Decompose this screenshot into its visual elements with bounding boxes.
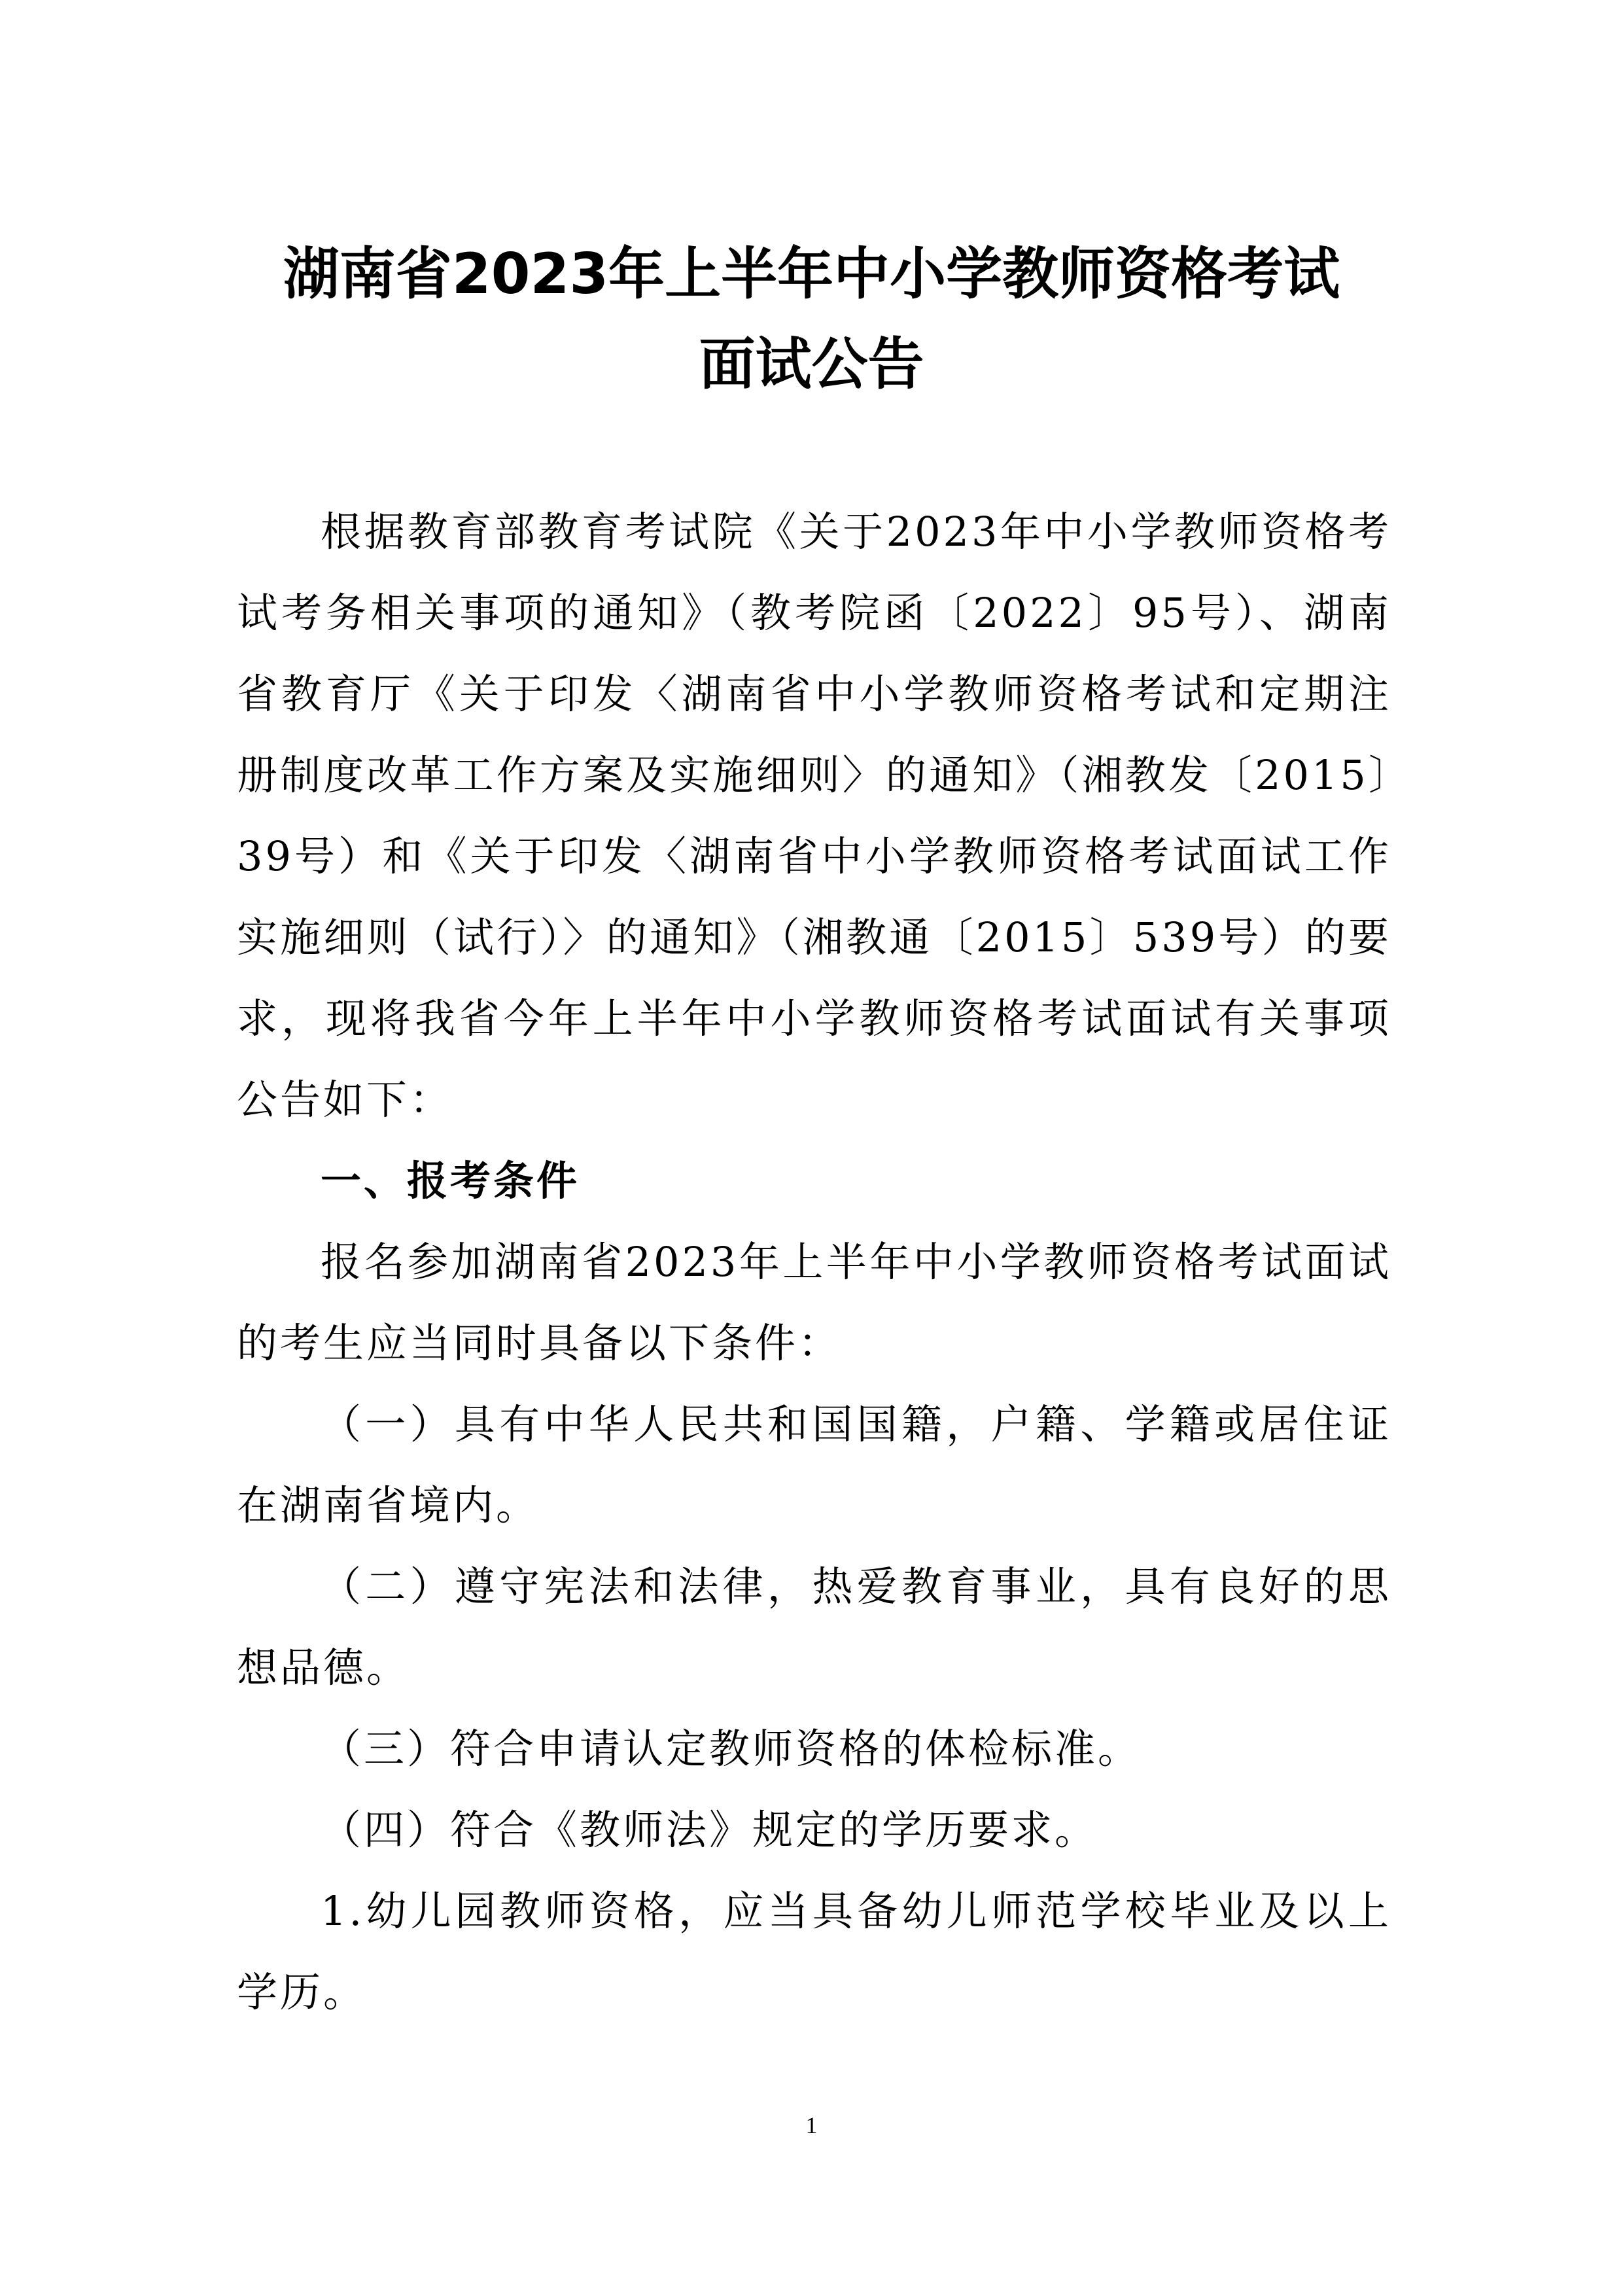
condition-education: （四）符合《教师法》规定的学历要求。 [321, 1806, 1098, 1854]
page-number: 1 [805, 2112, 818, 2138]
document-title [216, 229, 1407, 410]
condition-nationality: （一）具有中华人民共和国国籍，户籍、学籍或居住证在湖南省境内。 [237, 1400, 1391, 1529]
condition-health: （三）符合申请认定教师资格的体检标准。 [321, 1725, 1142, 1773]
intro-paragraph: 根据教育部教育考试院《关于2023年中小学教师资格考试考务相关事项的通知》（教考院函〔2022〕95号）、湖南省教育厅《关于印发〈湖南省中小学教师资格考试和定期注册制度改革工作方案及实施细则〉的通知》（湘教发〔2015〕39号）和《关于印发〈湖南省中小学教师资格考试面试工作实施细则（试行）〉的通知》（湘教通〔2015〕539号）的要求，现将我省今年上半年中小学教师资格考试面试有关事项公告如下： [237, 508, 1391, 1123]
title-line-2: 面试公告 [699, 332, 924, 397]
education-item-kindergarten: 1.幼儿园教师资格，应当具备幼儿师范学校毕业及以上学历。 [237, 1887, 1391, 2016]
title-line-1: 湖南省2023年上半年中小学教师资格考试 [283, 241, 1340, 307]
section-heading-requirements: 一、报考条件 [321, 1157, 580, 1205]
requirements-intro-paragraph: 报名参加湖南省2023年上半年中小学教师资格考试面试的考生应当同时具备以下条件： [237, 1238, 1391, 1367]
condition-conduct: （二）遵守宪法和法律，热爱教育事业，具有良好的思想品德。 [237, 1563, 1391, 1691]
